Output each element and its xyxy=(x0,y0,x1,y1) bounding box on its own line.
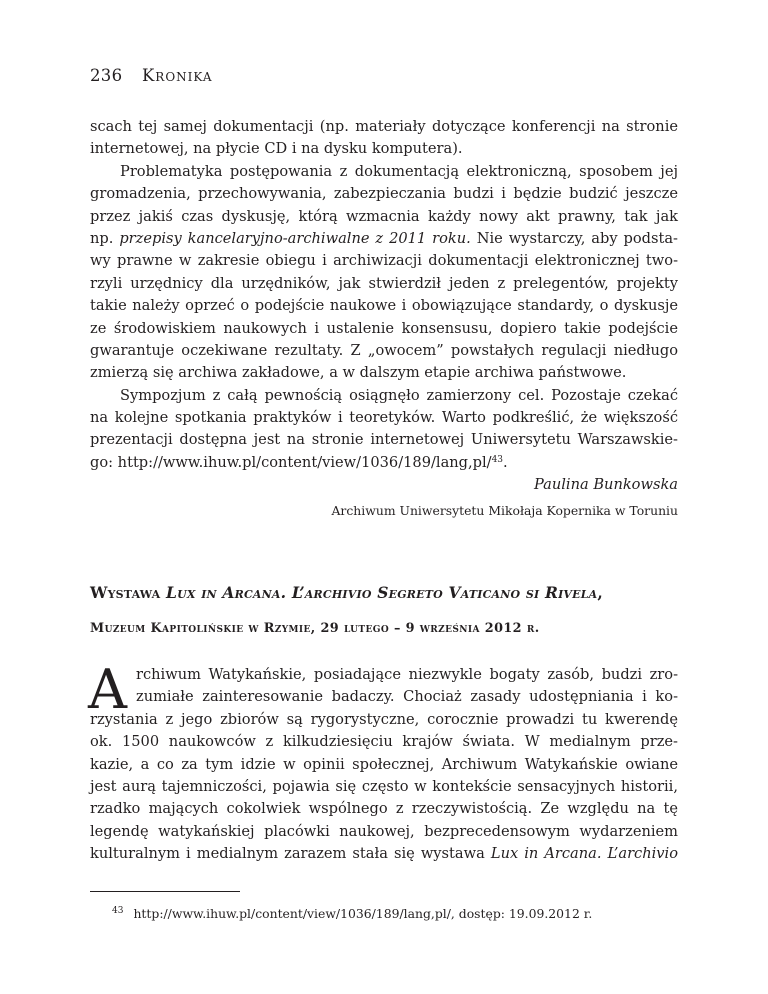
text-fragment: go: http://www.ihuw.pl/content/view/1036/189/lang,pl/ xyxy=(90,453,492,471)
text-line: przez jakiś czas dyskusję, którą wzmacnia każdy nowy akt prawny, tak jak xyxy=(90,207,678,225)
text-line: Problematyka postępowania z dokumentacją elektroniczną, sposobem jej xyxy=(120,162,678,180)
text-line: gwarantuje oczekiwane rezultaty. Z „owocem” powstałych regulacji niedługo xyxy=(90,341,678,359)
section-title xyxy=(90,583,690,602)
italic-citation: przepisy kancelaryjno-archiwalne z 2011 roku. xyxy=(119,229,471,247)
text-fragment: . xyxy=(503,453,508,471)
text-fragment: kulturalnym i medialnym zarazem stała się wystawa xyxy=(90,845,485,863)
text-line: rzystania z jego zbiorów są rygorystyczne, corocznie prowadzi tu kwerendę xyxy=(90,710,678,728)
body-text xyxy=(90,116,678,474)
section-name: Kronika xyxy=(141,66,213,85)
text-line: takie należy oprzeć o podejście naukowe i obowiązujące standardy, o dyskusje xyxy=(90,297,678,315)
footnote-rule xyxy=(90,891,240,892)
text-line: zmierzą się archiwa zakładowe, a w dalszym etapie archiwa państwowe. xyxy=(90,364,627,382)
text-line: Sympozjum z całą pewnością osiągnęło zamierzony cel. Pozostaje czekać xyxy=(120,386,678,404)
text-line: wy prawne w zakresie obiegu i archiwizacji dokumentacji elektronicznej two- xyxy=(90,252,678,270)
text-line xyxy=(90,843,678,865)
text-line: rzyli urzędnicy dla urzędników, jak stwierdził jeden z prelegentów, projekty xyxy=(90,274,678,292)
title-fragment: Wystawa xyxy=(90,583,166,602)
text-line: legendę watykańskiej placówki naukowej, bezprecedensowym wydarzeniem xyxy=(90,822,678,840)
footnote xyxy=(90,906,592,921)
section-subtitle: Muzeum Kapitolińskie w Rzymie, 29 lutego – 9 września 2012 r. xyxy=(90,621,540,636)
signature-institution: Archiwum Uniwersytetu Mikołaja Kopernika w Toruniu xyxy=(331,503,678,518)
text-line: kazie, a co za tym idzie w opinii społecznej, Archiwum Watykańskie owiane xyxy=(90,755,678,773)
drop-cap: A xyxy=(88,658,127,721)
article-text xyxy=(88,658,678,866)
footnote-reference: 43 xyxy=(491,454,504,465)
text-line: ok. 1500 naukowców z kilkudziesięciu krajów świata. W medialnym prze- xyxy=(90,733,678,751)
text-line: prezentacji dostępna jest na stronie internetowej Uniwersytetu Warszawskie- xyxy=(90,431,678,449)
text-line: rchiwum Watykańskie, posiadające niezwykle bogaty zasób, budzi zro- xyxy=(136,666,678,683)
text-line: rzadko mających cokolwiek wspólnego z rzeczywistością. Ze względu na tę xyxy=(90,800,678,818)
title-fragment: , xyxy=(597,583,604,602)
text-line: na kolejne spotkania praktyków i teoretyków. Warto podkreślić, że większość xyxy=(90,409,678,427)
text-line xyxy=(90,452,678,474)
title-italic: Lux in Arcana. L’archivio Segreto Vaticano si Rivela xyxy=(165,583,598,602)
text-fragment: np. xyxy=(90,229,114,247)
text-line: jest aurą tajemniczości, pojawia się często w kontekście sensacyjnych historii, xyxy=(90,777,678,795)
text-line: ze środowiskiem naukowych i ustalenie konsensusu, dopiero takie podejście xyxy=(90,319,678,337)
text-line: gromadzenia, przechowywania, zabezpieczania budzi i będzie budzić jeszcze xyxy=(90,185,678,203)
running-head xyxy=(90,66,213,85)
page-number: 236 xyxy=(90,66,123,85)
footnote-text: http://www.ihuw.pl/content/view/1036/189/lang,pl/, dostęp: 19.09.2012 r. xyxy=(133,906,593,921)
text-fragment: Nie wystarczy, aby podsta- xyxy=(476,229,678,247)
italic-title: Lux in Arcana. L’archivio xyxy=(490,845,678,863)
text-line: zumiałe zainteresowanie badaczy. Chociaż zasady udostępniania i ko- xyxy=(136,688,678,706)
text-line: scach tej samej dokumentacji (np. materiały dotyczące konferencji na stronie xyxy=(90,118,678,135)
footnote-mark: 43 xyxy=(112,906,124,916)
signature-author: Paulina Bunkowska xyxy=(533,476,678,493)
text-line xyxy=(90,228,678,250)
text-line: internetowej, na płycie CD i na dysku komputera). xyxy=(90,140,463,158)
